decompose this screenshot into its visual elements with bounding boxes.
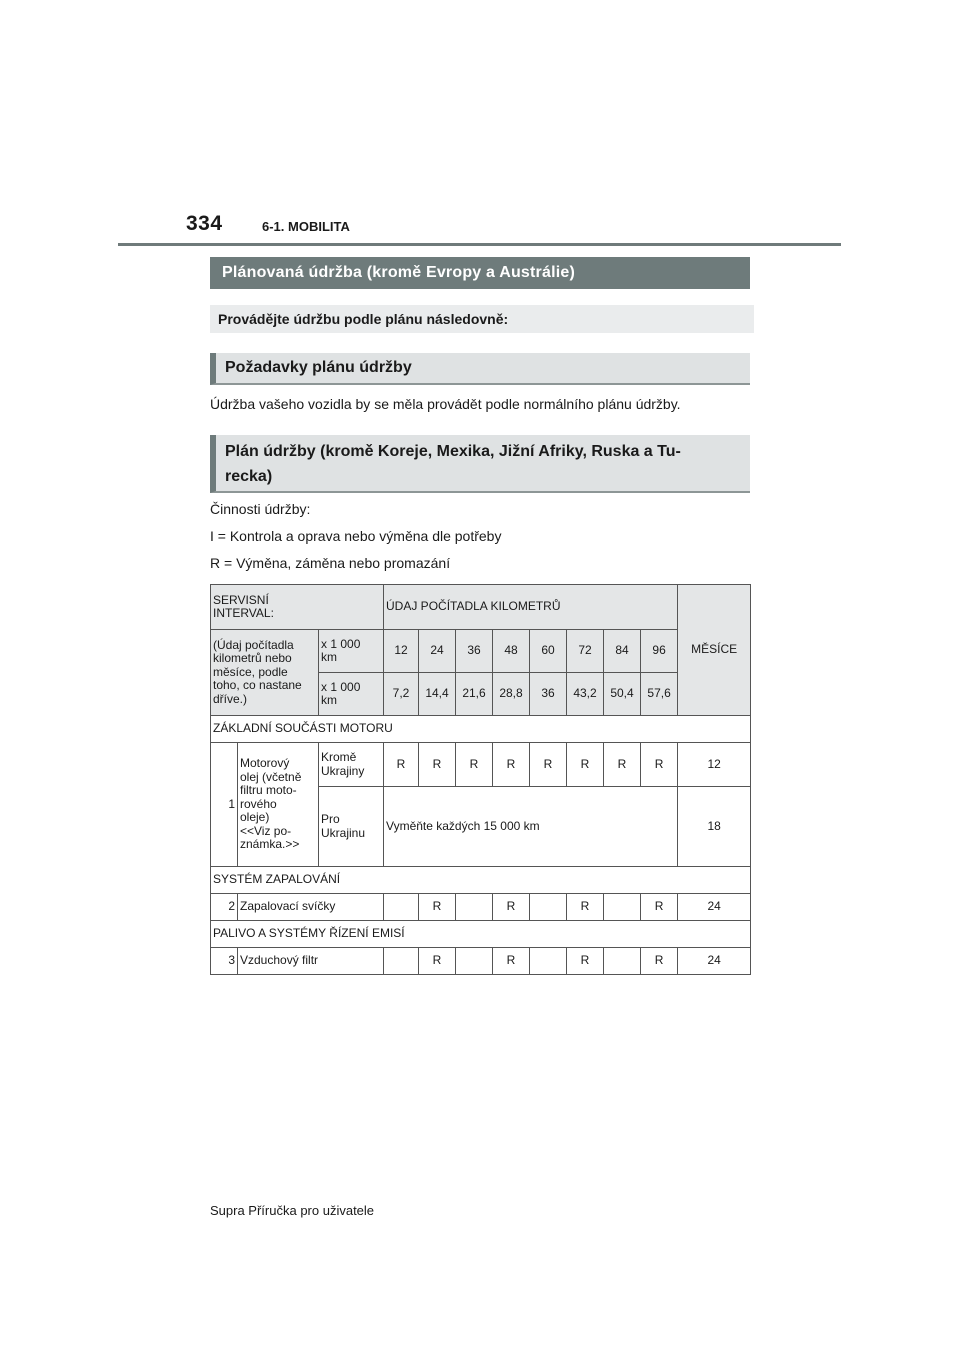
category-fuel: PALIVO A SYSTÉMY ŘÍZENÍ EMISÍ (211, 921, 751, 948)
table-row-item-1a (211, 743, 751, 787)
interval-note-line: toho, co nastane (213, 678, 302, 693)
page-number: 334 (186, 212, 223, 235)
item-number: 1 (211, 743, 238, 867)
service-interval-line-2: INTERVAL: (213, 606, 274, 620)
table-header-row (211, 585, 751, 630)
replace-note: Vyměňte každých 15 000 km (384, 787, 678, 867)
km-cell: 72 (567, 630, 604, 673)
item-name: Vzduchový filtr (238, 948, 384, 975)
km-cell: 36 (530, 673, 567, 716)
item-name-line: olej (včetně (240, 769, 302, 784)
value-cell: R (456, 743, 493, 787)
value-cell (530, 894, 567, 921)
item-number: 3 (211, 948, 238, 975)
item-number: 2 (211, 894, 238, 921)
months-cell: 12 (678, 743, 751, 787)
item-name-line: Motorový (240, 756, 290, 771)
value-cell: R (641, 743, 678, 787)
months-cell: 24 (678, 894, 751, 921)
subheading-line-2: recka) (225, 468, 273, 485)
km-cell: 7,2 (384, 673, 419, 716)
km-cell: 12 (384, 630, 419, 673)
category-row (211, 921, 751, 948)
intro-box: Provádějte údržbu podle plánu následovně: (210, 305, 754, 333)
value-cell: R (419, 743, 456, 787)
value-cell (384, 894, 419, 921)
km-cell: 84 (604, 630, 641, 673)
legend-r: R = Výměna, záměna nebo promazání (210, 555, 451, 571)
km-cell: 14,4 (419, 673, 456, 716)
paragraph-maintenance: Údržba vašeho vozidla by se měla provádět podle normálního plánu údržby. (210, 396, 681, 412)
condition-line: Ukrajiny (321, 763, 365, 778)
value-cell: R (493, 948, 530, 975)
item-name: Zapalovací svíčky (238, 894, 384, 921)
category-ignition: SYSTÉM ZAPALOVÁNÍ (211, 867, 751, 894)
value-cell (530, 948, 567, 975)
km-cell: 57,6 (641, 673, 678, 716)
condition-line: Ukrajinu (321, 825, 366, 840)
table-row-km-1 (211, 630, 751, 673)
unit-label-line-1: x 1 000 (321, 636, 361, 651)
interval-note-line: měsíce, podle (213, 664, 288, 679)
item-name-line: známka.>> (240, 837, 300, 852)
km-cell: 21,6 (456, 673, 493, 716)
operations-title: Činnosti údržby: (210, 501, 311, 517)
km-cell: 50,4 (604, 673, 641, 716)
service-interval-line-1: SERVISNÍ (213, 592, 269, 607)
footer-title: Supra Příručka pro uživatele (210, 1203, 375, 1218)
odometer-header: ÚDAJ POČÍTADLA KILOMETRŮ (384, 585, 678, 630)
item-name (238, 743, 319, 867)
subheading-maintenance-requirements: Požadavky plánu údržby (210, 353, 750, 385)
months-header: MĚSÍCE (678, 585, 751, 716)
km-cell: 43,2 (567, 673, 604, 716)
category-row (211, 867, 751, 894)
subheading-maintenance-schedule (210, 435, 750, 493)
interval-note-line: kilometrů nebo (213, 651, 292, 666)
value-cell: R (604, 743, 641, 787)
value-cell: R (419, 948, 456, 975)
value-cell: R (567, 948, 604, 975)
km-cell: 48 (493, 630, 530, 673)
value-cell: R (493, 743, 530, 787)
unit-label-line-2: km (321, 650, 337, 664)
unit-label (319, 630, 384, 673)
value-cell (456, 948, 493, 975)
section-label: 6-1. MOBILITA (262, 219, 350, 234)
km-cell: 96 (641, 630, 678, 673)
maintenance-table (210, 584, 751, 975)
months-cell: 18 (678, 787, 751, 867)
unit-label-line-1: x 1 000 (321, 679, 361, 694)
banner-title: Plánovaná údržba (kromě Evropy a Austrálie) (210, 257, 750, 289)
value-cell: R (493, 894, 530, 921)
value-cell (384, 948, 419, 975)
value-cell (604, 948, 641, 975)
km-cell: 28,8 (493, 673, 530, 716)
value-cell: R (419, 894, 456, 921)
interval-note-line: (Údaj počítadla (213, 637, 294, 652)
condition-cell (319, 787, 384, 867)
value-cell (456, 894, 493, 921)
value-cell: R (530, 743, 567, 787)
interval-note (211, 630, 319, 716)
interval-note-line: dříve.) (213, 691, 248, 706)
subheading-line-1: Plán údržby (kromě Koreje, Mexika, Jižní Afriky, Ruska a Tu- (225, 443, 681, 460)
months-cell: 24 (678, 948, 751, 975)
value-cell: R (567, 743, 604, 787)
value-cell: R (384, 743, 419, 787)
item-name-line: oleje) (240, 810, 270, 825)
header-rule (118, 243, 841, 246)
service-interval-header (211, 585, 384, 630)
legend-i: I = Kontrola a oprava nebo výměna dle potřeby (210, 528, 502, 544)
unit-label (319, 673, 384, 716)
km-cell: 60 (530, 630, 567, 673)
item-name-line: rového (240, 796, 277, 811)
table-row-item-2 (211, 894, 751, 921)
value-cell: R (641, 894, 678, 921)
km-cell: 24 (419, 630, 456, 673)
category-row (211, 716, 751, 743)
value-cell (604, 894, 641, 921)
category-engine: ZÁKLADNÍ SOUČÁSTI MOTORU (211, 716, 751, 743)
item-name-line: <<Viz po- (240, 823, 292, 838)
value-cell: R (567, 894, 604, 921)
condition-cell (319, 743, 384, 787)
condition-line: Pro (321, 812, 340, 826)
condition-line: Kromě (321, 750, 357, 764)
value-cell: R (641, 948, 678, 975)
unit-label-line-2: km (321, 693, 337, 707)
km-cell: 36 (456, 630, 493, 673)
table-row-item-3 (211, 948, 751, 975)
item-name-line: filtru moto- (240, 783, 297, 798)
